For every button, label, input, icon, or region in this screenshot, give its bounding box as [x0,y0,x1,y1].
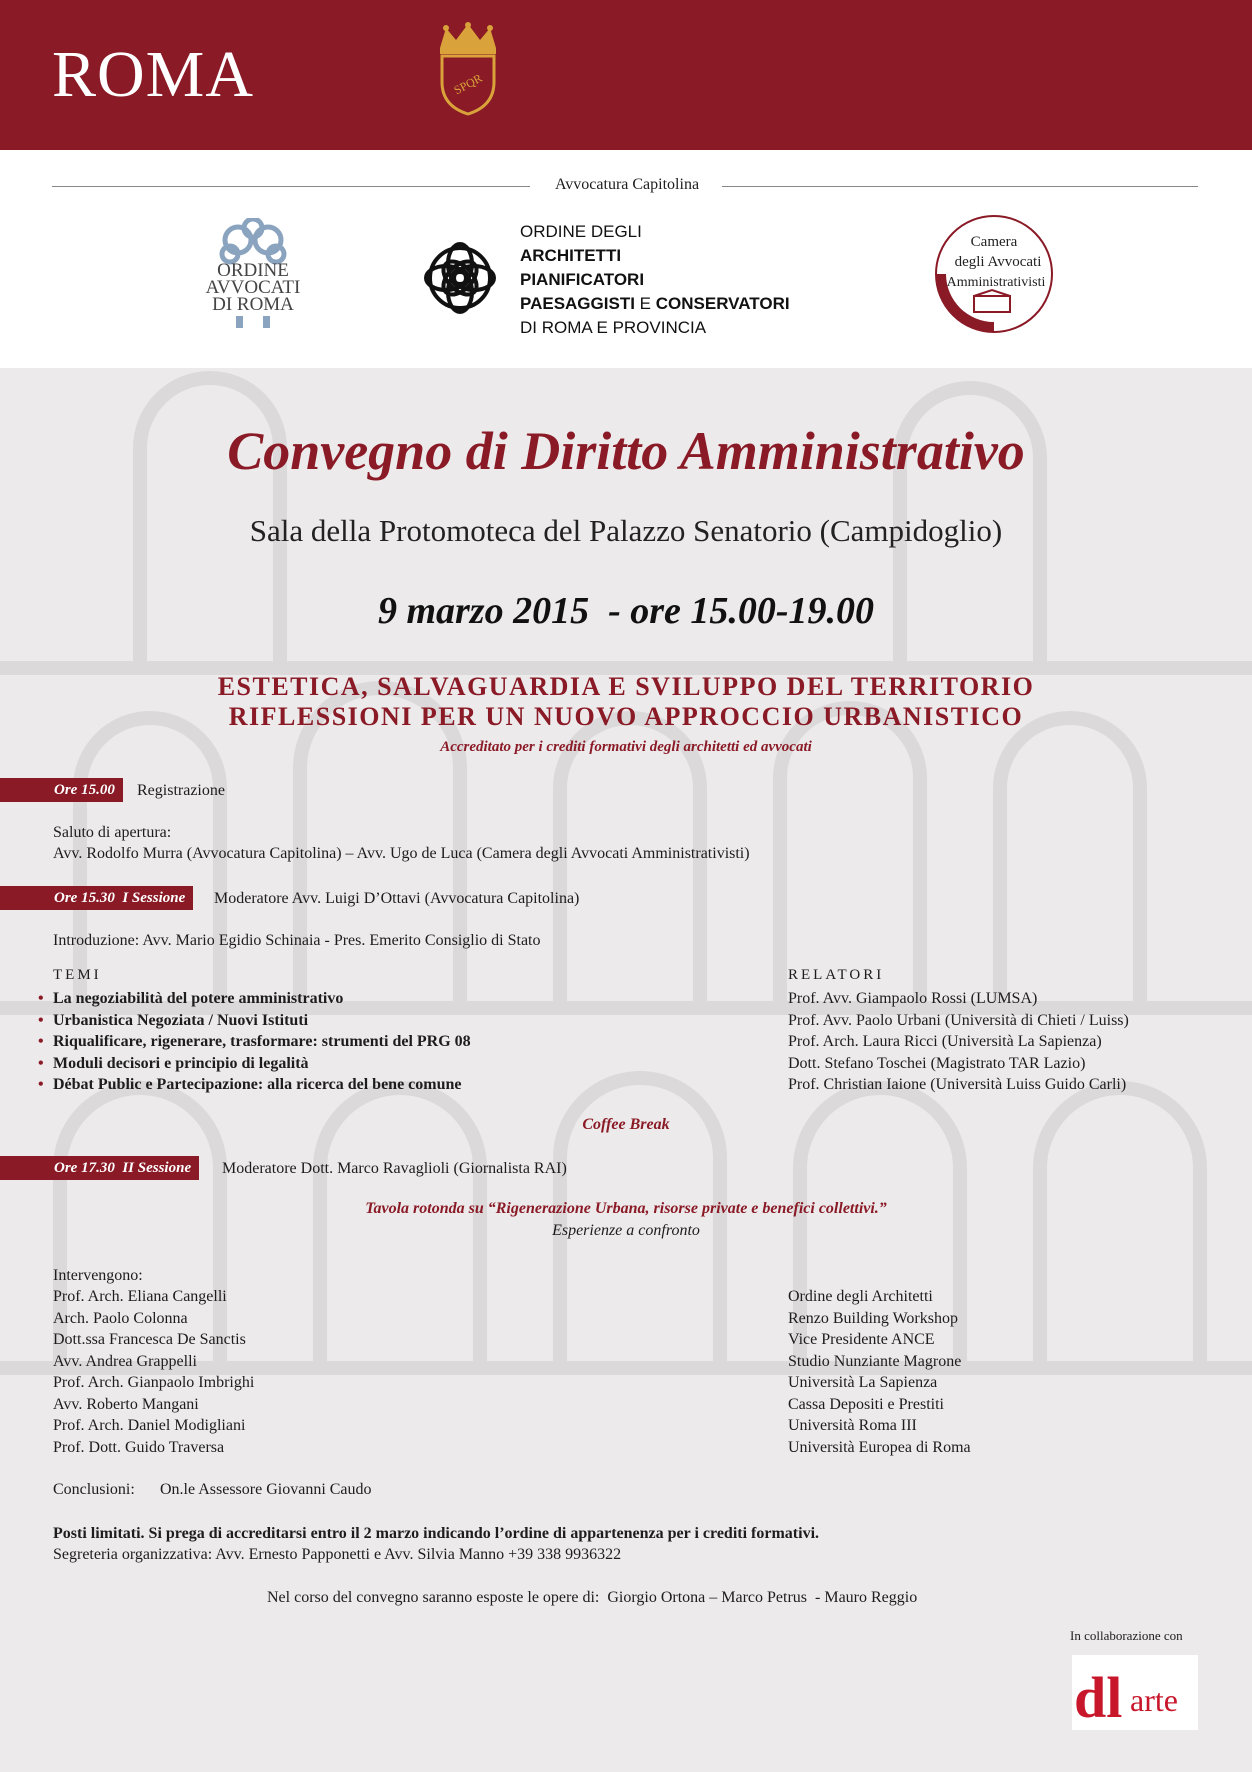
affiliation-item: Renzo Building Workshop [788,1309,958,1327]
oa-line-3: PIANIFICATORI [520,270,645,289]
esperienze: Esperienze a confronto [552,1222,700,1239]
divider-right [722,186,1198,187]
relatore-item: Prof. Arch. Laura Ricci (Università La Sapienza) [788,1033,1102,1050]
theme-line-2: RIFLESSIONI PER UN NUOVO APPROCCIO URBANISTICO [228,702,1024,731]
session-2-moderator: Moderatore Dott. Marco Ravaglioli (Giornalista RAI) [222,1160,567,1177]
tema-item: • La negoziabilità del potere amministrativo [53,988,471,1010]
speaker-item: Avv. Andrea Grappelli [53,1352,197,1370]
oa-line-1: ORDINE DEGLI [520,222,642,241]
speaker-item: Arch. Paolo Colonna [53,1309,188,1327]
affiliation-item: Università La Sapienza [788,1374,938,1391]
speakers-list [53,1286,254,1458]
header-band [0,0,1252,150]
tema-item: • Urbanistica Negoziata / Nuovi Istituti [53,1010,471,1032]
relatore-item: Prof. Avv. Paolo Urbani (Università di Chieti / Luiss) [788,1011,1129,1029]
saluto-text: Avv. Rodolfo Murra (Avvocatura Capitolina) – Avv. Ugo de Luca (Camera degli Avvocati Amministrativisti) [53,845,750,862]
crest-text: SPQR [451,70,485,98]
temi-heading: TEMI [53,967,102,983]
affiliation-item: Vice Presidente ANCE [788,1331,935,1348]
temi-list [53,988,471,1096]
tema-item: • Moduli decisori e principio di legalità [53,1053,471,1075]
dlarte-logo [1072,1655,1198,1730]
s1-time: Ore 15.30 [54,890,115,906]
roma-wordmark: ROMA [52,38,255,111]
speaker-item: Prof. Arch. Daniel Modigliani [53,1417,246,1434]
ordine-architetti-text [520,220,790,340]
tema-item: • Riqualificare, rigenerare, trasformare: strumenti del PRG 08 [53,1031,471,1053]
affiliation-item: Università Europea di Roma [788,1438,971,1456]
affiliation-item: Ordine degli Architetti [788,1288,933,1305]
tavola-rotonda: Tavola rotonda su “Rigenerazione Urbana, risorse private e benefici collettivi.” [365,1200,887,1217]
session-1-moderator: Moderatore Avv. Luigi D’Ottavi (Avvocatura Capitolina) [214,890,580,907]
camera-avvocati-logo [934,212,1054,336]
oa-line-4 [520,292,790,316]
oa-line-4a: PAESAGGISTI [520,294,635,313]
event-title: Convegno di Diritto Amministrativo [227,421,1025,481]
affiliations-list [788,1286,971,1458]
conclusioni-text: On.le Assessore Giovanni Caudo [160,1481,372,1498]
spqr-crest-icon [432,22,504,116]
s2-time: Ore 17.30 [54,1160,115,1176]
oa-line-2: ARCHITETTI [520,246,622,265]
camera-line-3: Amministrativisti [946,275,1046,290]
s1-session: I Sessione [122,890,186,906]
tema-item: • Débat Public e Partecipazione: alla ricerca del bene comune [53,1074,471,1096]
speaker-item: Prof. Arch. Gianpaolo Imbrighi [53,1374,255,1391]
opere-note: Nel corso del convegno saranno esposte le opere di: Giorgio Ortona – Marco Petrus - Mauro Reggio [267,1589,918,1606]
conclusioni-label: Conclusioni: [53,1481,135,1498]
oa-line-4b: E [639,294,652,313]
ordine-architetti-rose-icon [420,228,500,328]
divider-left [52,186,530,187]
theme-line-1: ESTETICA, SALVAGUARDIA E SVILUPPO DEL TERRITORIO [217,672,1035,701]
affiliation-item: Studio Nunziante Magrone [788,1352,962,1370]
relatori-list [788,988,1129,1096]
affiliation-item: Università Roma III [788,1417,917,1434]
collaboration-label: In collaborazione con [1070,1628,1183,1643]
saluto-label: Saluto di apertura: [53,824,172,841]
ordine-avvocati-text [190,262,316,313]
posti-limitati: Posti limitati. Si prega di accreditarsi entro il 2 marzo indicando l’ordine di appartenenza per i crediti formativi. [53,1525,820,1542]
relatore-item: Prof. Christian Iaione (Università Luiss Guido Carli) [788,1076,1127,1093]
event-datetime: 9 marzo 2015 - ore 15.00-19.00 [377,590,875,632]
accreditation-note: Accreditato per i crediti formativi degli architetti ed avvocati [440,739,812,755]
relatore-item: Dott. Stefano Toschei (Magistrato TAR Lazio) [788,1054,1086,1072]
s2-session: II Sessione [122,1160,192,1176]
oar-line-3: DI ROMA [212,294,294,315]
event-venue: Sala della Protomoteca del Palazzo Senatorio (Campidoglio) [249,513,1003,548]
time-tag-session-2 [0,1156,199,1180]
reg-time: Ore 15.00 [54,782,115,798]
speaker-item: Prof. Dott. Guido Traversa [53,1438,225,1456]
oa-line-5: DI ROMA E PROVINCIA [520,318,707,337]
intervengono-label: Intervengono: [53,1267,143,1284]
avvocatura-label: Avvocatura Capitolina [554,176,700,193]
oa-line-4c: CONSERVATORI [655,294,790,313]
time-tag-registration [0,778,123,802]
time-tag-session-1 [0,886,193,910]
camera-line-1: Camera [970,234,1018,250]
coffee-break: Coffee Break [582,1116,670,1133]
dlarte-dl: dl [1074,1665,1123,1730]
introduction: Introduzione: Avv. Mario Egidio Schinaia - Pres. Emerito Consiglio di Stato [53,932,541,949]
affiliation-item: Cassa Depositi e Prestiti [788,1395,944,1413]
relatore-item: Prof. Avv. Giampaolo Rossi (LUMSA) [788,990,1038,1007]
dlarte-logo-icon [1072,1655,1198,1730]
oar-line-1: ORDINE [217,260,289,281]
camera-line-2: degli Avvocati [954,254,1042,270]
segreteria: Segreteria organizzativa: Avv. Ernesto Papponetti e Avv. Silvia Manno +39 338 9936322 [53,1546,622,1563]
speaker-item: Dott.ssa Francesca De Sanctis [53,1331,246,1348]
oar-line-2: AVVOCATI [205,277,301,298]
registration-text: Registrazione [137,782,225,799]
speaker-item: Prof. Arch. Eliana Cangelli [53,1288,227,1305]
speaker-item: Avv. Roberto Mangani [53,1395,199,1413]
relatori-heading: RELATORI [788,967,885,983]
dlarte-arte: arte [1130,1682,1178,1718]
